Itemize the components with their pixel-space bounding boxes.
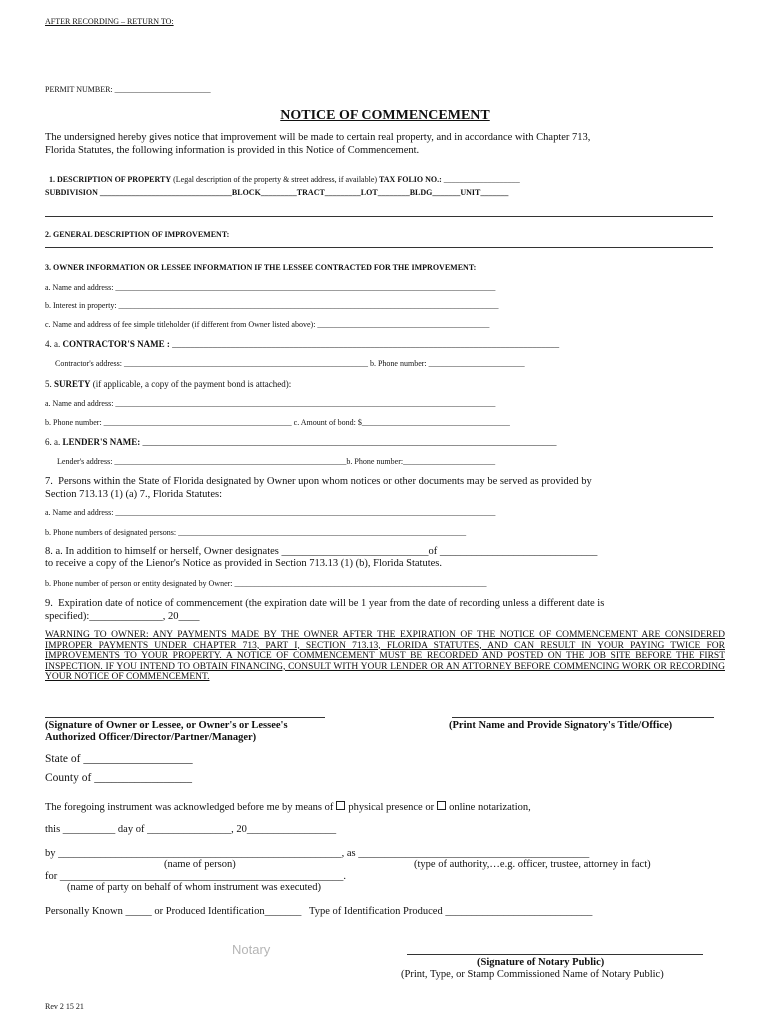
section-5-number: 5. [45,379,52,389]
section-7-line-1: 7. Persons within the State of Florida designated by Owner upon whom notices or other documents may be served as provided by [45,476,592,487]
tax-folio-label: TAX FOLIO NO.: [379,175,442,184]
lender-name-blank[interactable]: ____________________________________________________________________________________________ [140,437,557,447]
subdivision-fields[interactable]: SUBDIVISION _________________________________BLOCK_________TRACT_________LOT________BLDG_______UNIT_______ [45,188,509,197]
section-2-number: 2 [45,230,49,239]
warning-to-owner: WARNING TO OWNER: ANY PAYMENTS MADE BY THE OWNER AFTER THE EXPIRATION OF THE NOTICE OF COMMENCEMENT ARE CONSIDERED IMPROPER PAYMENTS UNDER CHAPTER 713, PART I, SECTION 713.13, FLORIDA STATUTES, AND CAN RESULT IN YOUR PAYING TWICE FOR IMPROVEMENTS TO YOUR PROPERTY. A NOTICE OF COMMENCEMENT MUST BE RECORDED AND POSTED ON THE JOB SITE BEFORE THE FIRST INSPECTION. IF YOU INTEND TO OBTAIN FINANCING, CONSULT WITH YOUR LENDER OR AN ATTORNEY BEFORE COMMENCING WORK OR RECORDING YOUR NOTICE OF COMMENCEMENT. [45,630,725,682]
contractor-name-field[interactable] [45,340,559,349]
intro-line-1: The undersigned hereby gives notice that improvement will be made to certain real property, and in accordance with Chapter 713, [45,132,591,143]
owner-signature-label-2: Authorized Officer/Director/Partner/Manager) [45,732,257,743]
designated-phones-field[interactable]: b. Phone numbers of designated persons: ________________________________________________________________________ [45,528,467,537]
online-notarization-checkbox[interactable] [437,801,446,810]
after-recording-label: AFTER RECORDING – RETURN TO: [45,17,174,26]
surety-phone-bond-field[interactable]: b. Phone number: _______________________________________________ c. Amount of bond: $_____________________________________ [45,418,510,427]
tax-folio-field[interactable]: ___________________ [441,175,520,184]
print-name-label: (Print Name and Provide Signatory's Title/Office) [449,720,673,731]
document-title: NOTICE OF COMMENCEMENT [280,108,490,123]
designated-name-address-field[interactable]: a. Name and address: _______________________________________________________________________________________________ [45,508,496,517]
surety-name-address-field[interactable]: a. Name and address: _______________________________________________________________________________________________ [45,399,496,408]
interest-in-property-field[interactable]: b. Interest in property: _______________________________________________________________________________________________ [45,301,499,310]
contractor-address-field[interactable]: Contractor's address: _____________________________________________________________ b. Phone number: ________________________ [55,359,525,368]
notary-print-name-label: (Print, Type, or Stamp Commissioned Name of Notary Public) [401,969,664,980]
ack-text-1: The foregoing instrument was acknowledged before me by means of [45,802,334,813]
notary-signature-label: (Signature of Notary Public) [477,957,605,968]
print-name-line[interactable] [452,717,714,718]
section-3-label: 3. OWNER INFORMATION OR LESSEE INFORMATION IF THE LESSEE CONTRACTED FOR THE IMPROVEMENT: [45,263,477,272]
acknowledgment-line [45,801,531,814]
surety-label: SURETY [51,379,91,389]
acknowledgment-date-field[interactable]: this __________ day of ________________, 20_________________ [45,824,337,835]
type-of-authority-label: (type of authority,…e.g. officer, trustee, attorney in fact) [414,859,651,870]
name-of-person-label: (name of person) [164,859,236,870]
improvement-description-line[interactable] [45,247,713,248]
owner-signature-label-1: (Signature of Owner or Lessee, or Owner's or Lessee's [45,720,288,731]
lender-address-field[interactable]: Lender's address: __________________________________________________________b. Phone number:_______________________ [57,457,496,466]
section-1-desc: (Legal description of the property & street address, if available) [171,175,380,184]
section-4-number: 4. a. [45,339,61,349]
permit-number-field[interactable]: PERMIT NUMBER: ________________________ [45,85,211,94]
designated-entity-phone-field[interactable]: b. Phone number of person or entity designated by Owner: _______________________________________________________________ [45,579,487,588]
section-2-text: . GENERAL DESCRIPTION OF IMPROVEMENT: [49,230,230,239]
expiration-date-field[interactable]: specified):______________, 20____ [45,611,200,622]
identification-field[interactable]: Personally Known _____ or Produced Identification_______ Type of Identification Produced ____________________________ [45,906,593,917]
surety-desc: (if applicable, a copy of the payment bond is attached): [90,379,292,389]
intro-line-2: Florida Statutes, the following information is provided in this Notice of Commencement. [45,145,420,156]
fee-simple-titleholder-field[interactable]: c. Name and address of fee simple titleholder (if different from Owner listed above): ___________________________________________ [45,320,490,329]
lender-name-label: LENDER'S NAME: [60,437,141,447]
ack-text-2: physical presence or [348,802,435,813]
ack-text-3: online notarization, [449,802,531,813]
section-1-property-description [45,168,520,184]
contractor-name-blank[interactable]: ______________________________________________________________________________________ [169,339,560,349]
name-of-party-label: (name of party on behalf of whom instrument was executed) [67,882,321,893]
section-7-line-2: Section 713.13 (1) (a) 7., Florida Statutes: [45,489,223,500]
by-person-field[interactable]: by ______________________________________________________, as ____________________________________________ [45,848,590,859]
physical-presence-checkbox[interactable] [336,801,345,810]
section-8-line-2: to receive a copy of the Lienor's Notice as provided in Section 713.13 (1) (b), Florida Statutes. [45,558,442,569]
lender-name-field[interactable] [45,438,557,447]
section-2-label [45,231,229,239]
section-5-surety [45,380,291,389]
notary-stamp-placeholder: Notary [232,942,271,957]
section-8-line-1[interactable]: 8. a. In addition to himself or herself, Owner designates ____________________________of ______________________________ [45,546,598,557]
section-1-label: 1. DESCRIPTION OF PROPERTY [49,175,172,184]
for-party-field[interactable]: for ______________________________________________________. [45,871,346,882]
county-field[interactable]: County of _________________ [45,772,192,784]
contractor-name-label: CONTRACTOR'S NAME : [60,339,170,349]
property-description-line[interactable] [45,216,713,217]
owner-signature-line[interactable] [45,717,325,718]
section-9-line-1: 9. Expiration date of notice of commencement (the expiration date will be 1 year from the date of recording unless a different date is [45,598,605,609]
state-field[interactable]: State of ___________________ [45,753,193,765]
owner-name-address-field[interactable]: a. Name and address: _______________________________________________________________________________________________ [45,283,496,292]
notary-signature-line[interactable] [407,954,703,955]
revision-footer: Rev 2 15 21 [45,1002,84,1011]
section-6-number: 6. a. [45,437,61,447]
